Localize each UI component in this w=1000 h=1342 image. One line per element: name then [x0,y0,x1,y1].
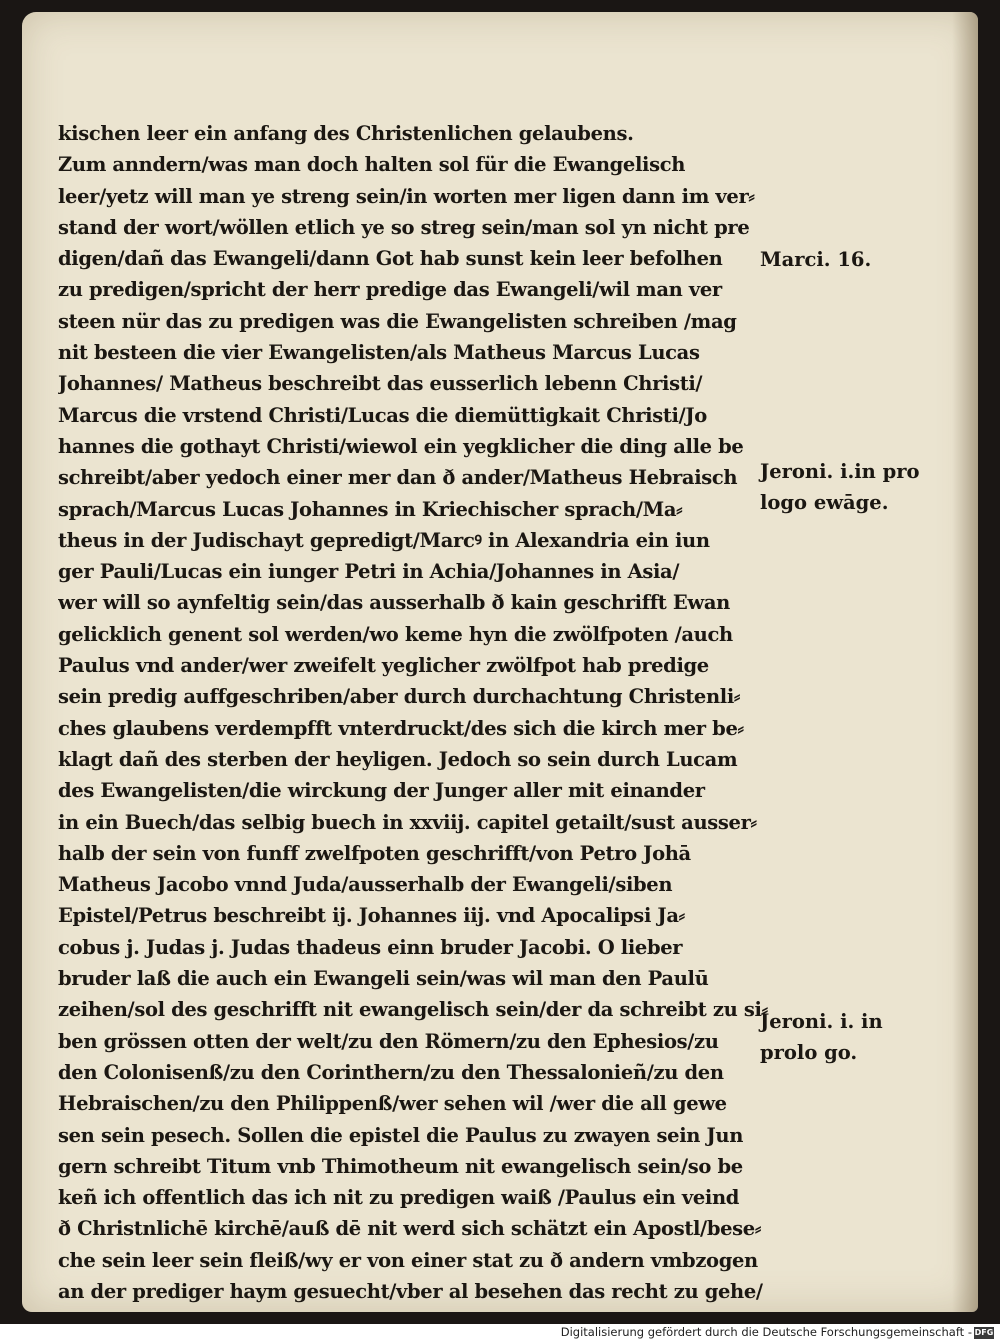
text-line: nit besteen die vier Ewangelisten/als Matheus Marcus Lucas [58,341,700,365]
text-line: an der prediger haym gesuecht/vber al besehen das recht zu gehe/ [58,1279,763,1303]
book-page [22,12,978,1312]
text-line: gelicklich genent sol werden/wo keme hyn die zwölfpoten /auch [58,622,733,646]
text-line: ger Pauli/Lucas ein iunger Petri in Achia/Johannes in Asia/ [58,560,680,584]
text-line: gern schreibt Titum vnb Thimotheum nit ewangelisch sein/so be [58,1154,743,1178]
funding-credit: Digitalisierung gefördert durch die Deutsche Forschungsgemeinschaft - [560,1325,972,1339]
marginal-note-line: prolo go. [760,1041,858,1064]
text-line: den Colonisenß/zu den Corinthern/zu den Thessalonieñ/zu den [58,1060,724,1084]
text-line: steen nür das zu predigen was die Ewangelisten schreiben /mag [58,309,737,333]
text-line: zu predigen/spricht der herr predige das Ewangeli/wil man ver [58,278,722,302]
text-line: ð Christnlichē kirchē/auß dē nit werd sich schätzt ein Apostl/bese⸗ [58,1217,761,1241]
text-line: cobus j. Judas j. Judas thadeus einn bruder Jacobi. O lieber [58,935,683,959]
text-line: Matheus Jacobo vnnd Juda/ausserhalb der Ewangeli/siben [58,873,673,897]
text-line: ben grössen otten der welt/zu den Römern/zu den Ephesios/zu [58,1029,719,1053]
text-line: Zum anndern/was man doch halten sol für die Ewangelisch [58,153,686,177]
marginal-note-line: Jeroni. i. in [760,1010,883,1033]
marginal-note-marci [760,244,871,275]
text-line: keñ ich offentlich das ich nit zu predigen waiß /Paulus ein veind [58,1186,740,1210]
text-line: kischen leer ein anfang des Christenlichen gelaubens. [58,122,634,145]
marginal-note-jeroni-2 [760,1006,883,1068]
footer-bar [0,1324,1000,1342]
text-line: theus in der Judischayt gepredigt/Marcꝰ in Alexandria ein iun [58,528,710,552]
text-line: Johannes/ Matheus beschreibt das eusserlich lebenn Christi/ [58,372,703,396]
marginal-note-line: Jeroni. i.in pro [760,460,920,483]
text-line: ches glaubens verdempfft vnterdruckt/des sich die kirch mer be⸗ [58,716,744,740]
text-line: Paulus vnd ander/wer zweifelt yeglicher zwölfpot hab predige [58,654,709,678]
text-line: hannes die gothayt Christi/wiewol ein yegklicher die ding alle be [58,434,744,458]
text-line: sein predig auffgeschriben/aber durch durchachtung Christenli⸗ [58,685,741,709]
text-line: klagt dañ des sterben der heyligen. Jedoch so sein durch Lucam [58,747,738,771]
text-line: halb der sein von funff zwelfpoten geschrifft/von Petro Johā [58,841,691,865]
text-line: stand der wort/wöllen etlich ye so streg sein/man sol yn nicht pre [58,215,750,239]
text-line: digen/dañ das Ewangeli/dann Got hab sunst kein leer befolhen [58,247,723,271]
marginal-note-line: Marci. 16. [760,248,872,271]
text-line: schreibt/aber yedoch einer mer dan ð ander/Matheus Hebraisch [58,466,738,490]
text-line: Epistel/Petrus beschreibt ij. Johannes iij. vnd Apocalipsi Ja⸗ [58,904,685,928]
text-line: che sein leer sein fleiß/wy er von einer stat zu ð andern vmbzogen [58,1248,758,1272]
text-line: Marcus die vrstend Christi/Lucas die diemüttigkait Christi/Jo [58,403,707,427]
main-text-block [58,118,778,1307]
text-line: sprach/Marcus Lucas Johannes in Kriechischer sprach/Ma⸗ [58,497,683,521]
text-line: sen sein pesech. Sollen die epistel die Paulus zu zwayen sein Jun [58,1123,744,1147]
text-line: des Ewangelisten/die wirckung der Junger aller mit einander [58,779,705,803]
text-line: in ein Buech/das selbig buech in xxviij. capitel getailt/sust ausser⸗ [58,810,757,834]
dfg-logo: DFG [974,1328,994,1337]
text-line: zeihen/sol des geschrifft nit ewangelisch sein/der da schreibt zu si⸗ [58,998,768,1022]
marginal-note-line: logo ewāge. [760,491,889,514]
text-line: Hebraischen/zu den Philippenß/wer sehen wil /wer die all gewe [58,1092,727,1116]
text-line: wer will so aynfeltig sein/das ausserhalb ð kain geschrifft Ewan [58,591,730,615]
text-line: leer/yetz will man ye streng sein/in worten mer ligen dann im ver⸗ [58,184,755,208]
marginal-note-jeroni-1 [760,456,920,518]
text-line: bruder laß die auch ein Ewangeli sein/was wil man den Paulū [58,967,709,991]
